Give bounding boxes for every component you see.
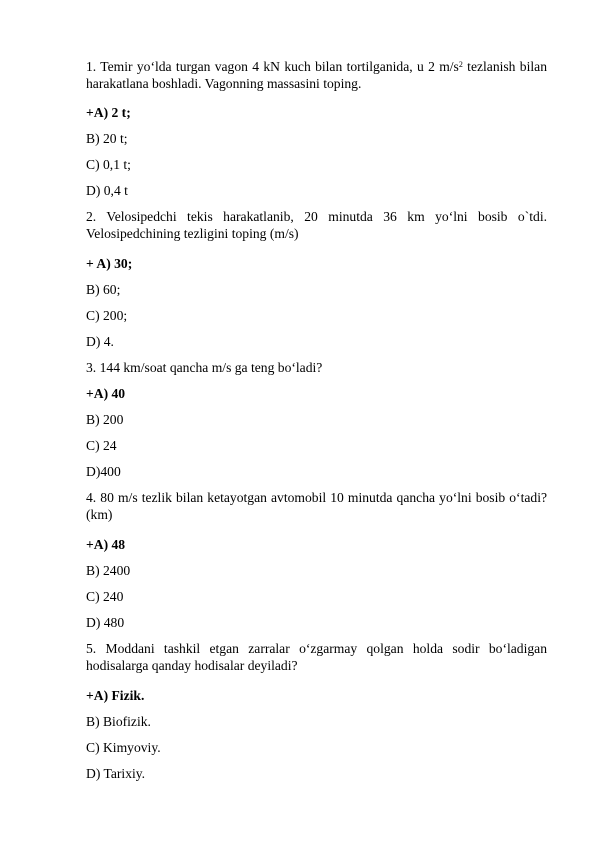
q3-option-d: D)400 — [86, 464, 121, 479]
question-1-text-start: 1. Temir yo‘lda turgan vagon 4 kN kuch bilan tortilganida, u 2 m/s — [86, 59, 459, 74]
q3-option-a-correct: +A) 40 — [86, 386, 126, 401]
q4-option-d: D) 480 — [86, 615, 125, 630]
q5-option-b: B) Biofizik. — [86, 714, 151, 729]
question-4: 4. 80 m/s tezlik bilan ketayotgan avtomobil 10 minutda qancha yo‘lni bosib o‘tadi? (km) — [86, 490, 547, 522]
question-1-text-end: tezlanish bilan harakatlana boshladi. Vagonning massasini toping. — [86, 59, 547, 91]
question-5: 5. Moddani tashkil etgan zarralar o‘zgarmay qolgan holda sodir bo‘ladigan hodisalarga qanday hodisalar deyiladi? — [86, 641, 547, 673]
q1-option-c: C) 0,1 t; — [86, 157, 131, 172]
q4-option-c: C) 240 — [86, 589, 124, 604]
q2-option-d: D) 4. — [86, 334, 114, 349]
q2-option-b: B) 60; — [86, 282, 121, 297]
q5-option-a-correct: +A) Fizik. — [86, 688, 145, 703]
q1-option-b: B) 20 t; — [86, 131, 128, 146]
q2-option-c: C) 200; — [86, 308, 128, 323]
question-2: 2. Velosipedchi tekis harakatlanib, 20 minutda 36 km yo‘lni bosib o`tdi. Velosipedchining tezligini toping (m/s) — [86, 209, 547, 241]
q4-option-b: B) 2400 — [86, 563, 131, 578]
q3-option-c: C) 24 — [86, 438, 117, 453]
question-1 — [86, 58, 547, 92]
q2-option-a-correct: + A) 30; — [86, 256, 133, 271]
q4-option-a-correct: +A) 48 — [86, 537, 126, 552]
q5-option-d: D) Tarixiy. — [86, 766, 146, 781]
question-3: 3. 144 km/soat qancha m/s ga teng bo‘ladi? — [86, 360, 323, 375]
superscript-2: 2 — [458, 60, 463, 69]
q5-option-c: C) Kimyoviy. — [86, 740, 161, 755]
q1-option-a-correct: +A) 2 t; — [86, 105, 131, 120]
q3-option-b: B) 200 — [86, 412, 124, 427]
q1-option-d: D) 0,4 t — [86, 183, 128, 198]
